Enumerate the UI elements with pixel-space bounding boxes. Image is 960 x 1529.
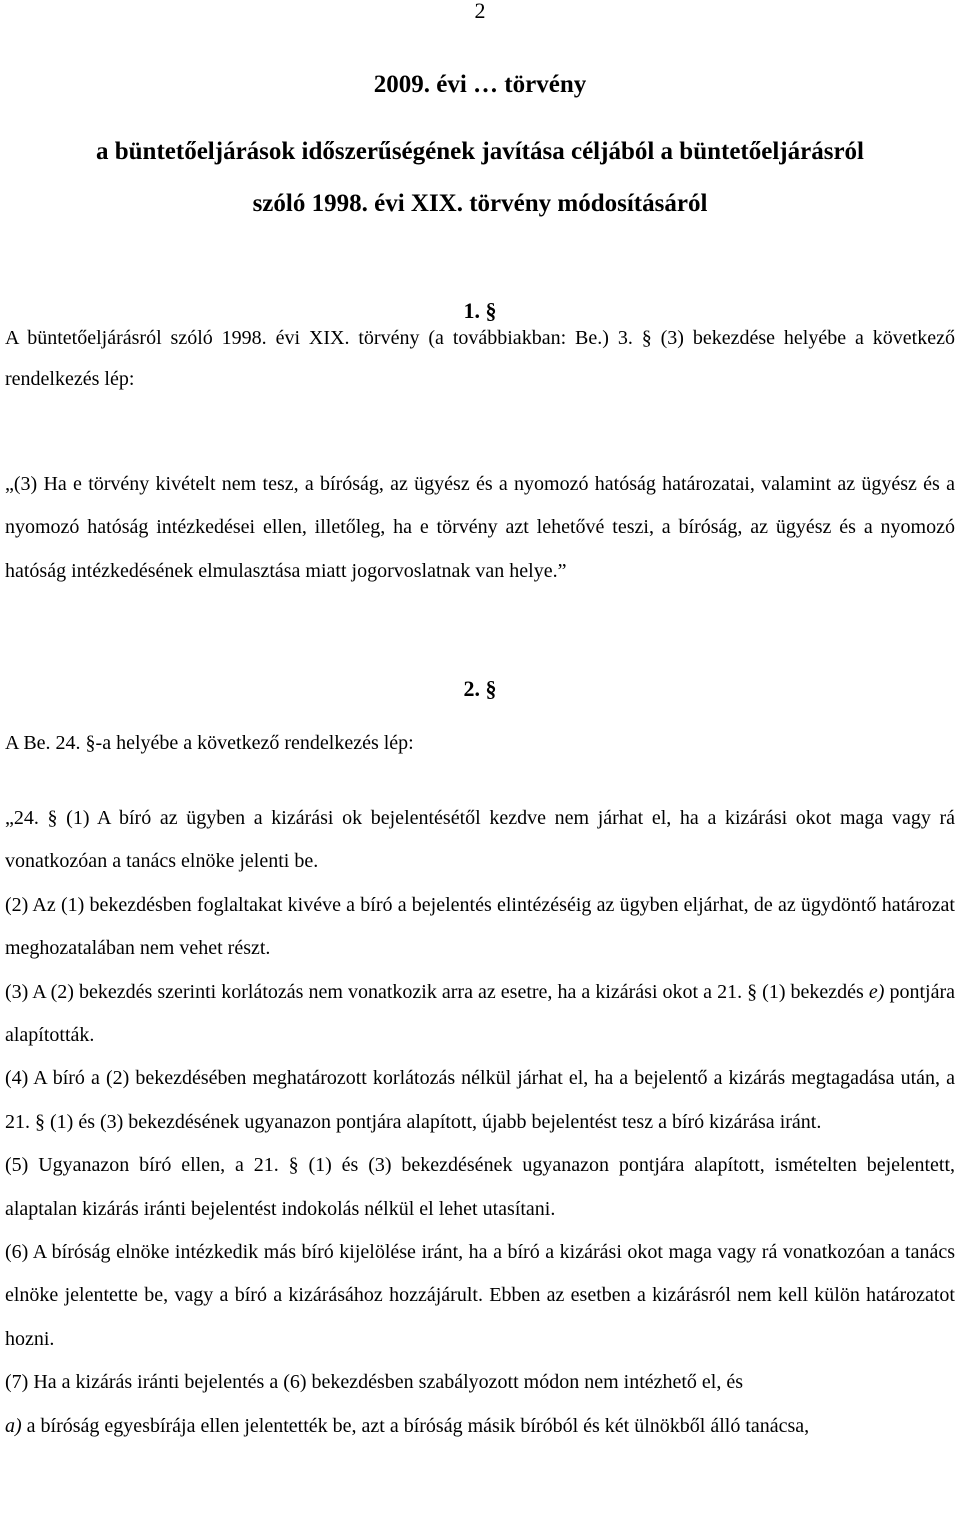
page-number: 2 [474, 0, 486, 23]
paragraph-7-point-a-label: a) [5, 1414, 22, 1437]
paragraph-2: (2) Az (1) bekezdésben foglaltakat kivéve a bíró a bejelentés elintézéséig az ügyben eljárhat, de az ügydöntő határozat meghozatalában nem vehet részt. [5, 893, 955, 960]
paragraph-7: (7) Ha a kizárás iránti bejelentés a (6) bekezdésben szabályozott módon nem intézhető el, és [5, 1371, 744, 1394]
section-1-quote [5, 463, 955, 593]
paragraph-7-point-a [5, 1405, 955, 1448]
paragraph-3-point-label: e) [868, 980, 885, 1003]
section-2-quote [5, 797, 955, 1448]
section-1-intro [5, 318, 955, 400]
paragraph-6: (6) A bíróság elnöke intézkedik más bíró kijelölése iránt, ha a bíró a kizárási okot maga vagy rá vonatkozóan a tanács elnöke jelentette be, vagy a bíró a kizárásához hozzájárult. Ebben az esetben a kizárásról nem kell külön határozatot hozni. [5, 1241, 955, 1350]
document-title-line-1: 2009. évi … törvény [373, 71, 587, 98]
paragraph-4: (4) A bíró a (2) bekezdésében meghatározott korlátozás nélkül járhat el, ha a bejelentő a kizárás megtagadása után, a 21. § (1) és (3) bekezdésének ugyanazon pontjára alapított, újabb bejelentést tesz a bíró kizárása iránt. [5, 1067, 955, 1133]
paragraph-3 [5, 971, 955, 1058]
document-title-line-3: szóló 1998. évi XIX. törvény módosításáról [252, 190, 708, 217]
document-title-line-2: a büntetőeljárások időszerűségének javítása céljából a büntetőeljárásról [96, 138, 864, 165]
paragraph-5: (5) Ugyanazon bíró ellen, a 21. § (1) és (3) bekezdésének ugyanazon pontjára alapított, ismételten bejelentett, alaptalan kizárás iránti bejelentést indokolás nélkül el lehet utasítani. [5, 1154, 955, 1220]
paragraph-3-text-c: pontjára alapították. [5, 980, 956, 1047]
paragraph-1: „24. § (1) A bíró az ügyben a kizárási ok bejelentésétől kezdve nem járhat el, ha a kizárási okot maga vagy rá vonatkozóan a tanács elnöke jelenti be. [5, 807, 955, 873]
section-1-heading: 1. § [463, 298, 497, 323]
section-1-intro-text: A büntetőeljárásról szóló 1998. évi XIX. törvény (a továbbiakban: Be.) 3. § (3) bekezdése helyébe a következő rendelkezés lép: [5, 327, 955, 390]
section-2-intro-text: A Be. 24. §-a helyébe a következő rendelkezés lép: [5, 732, 414, 754]
section-2-intro [5, 722, 955, 765]
section-2-heading: 2. § [463, 676, 497, 701]
paragraph-3-text-a: (3) A (2) bekezdés szerinti korlátozás nem vonatkozik arra az esetre, ha a kizárási okot a 21. § (1) bekezdés [5, 980, 869, 1003]
section-1-quote-text: „(3) Ha e törvény kivételt nem tesz, a bíróság, az ügyész és a nyomozó hatóság határozatai, valamint az ügyész és a nyomozó hatóság intézkedései ellen, illetőleg, ha e törvény azt lehetővé teszi, a bíróság, az ügyész és a nyomozó hatóság intézkedésének elmulasztása miatt jogorvoslatnak van helye.” [5, 473, 955, 582]
paragraph-7-point-a-text: a bíróság egyesbírája ellen jelentették be, azt a bíróság másik bíróból és két ülnökből álló tanácsa, [21, 1414, 810, 1437]
